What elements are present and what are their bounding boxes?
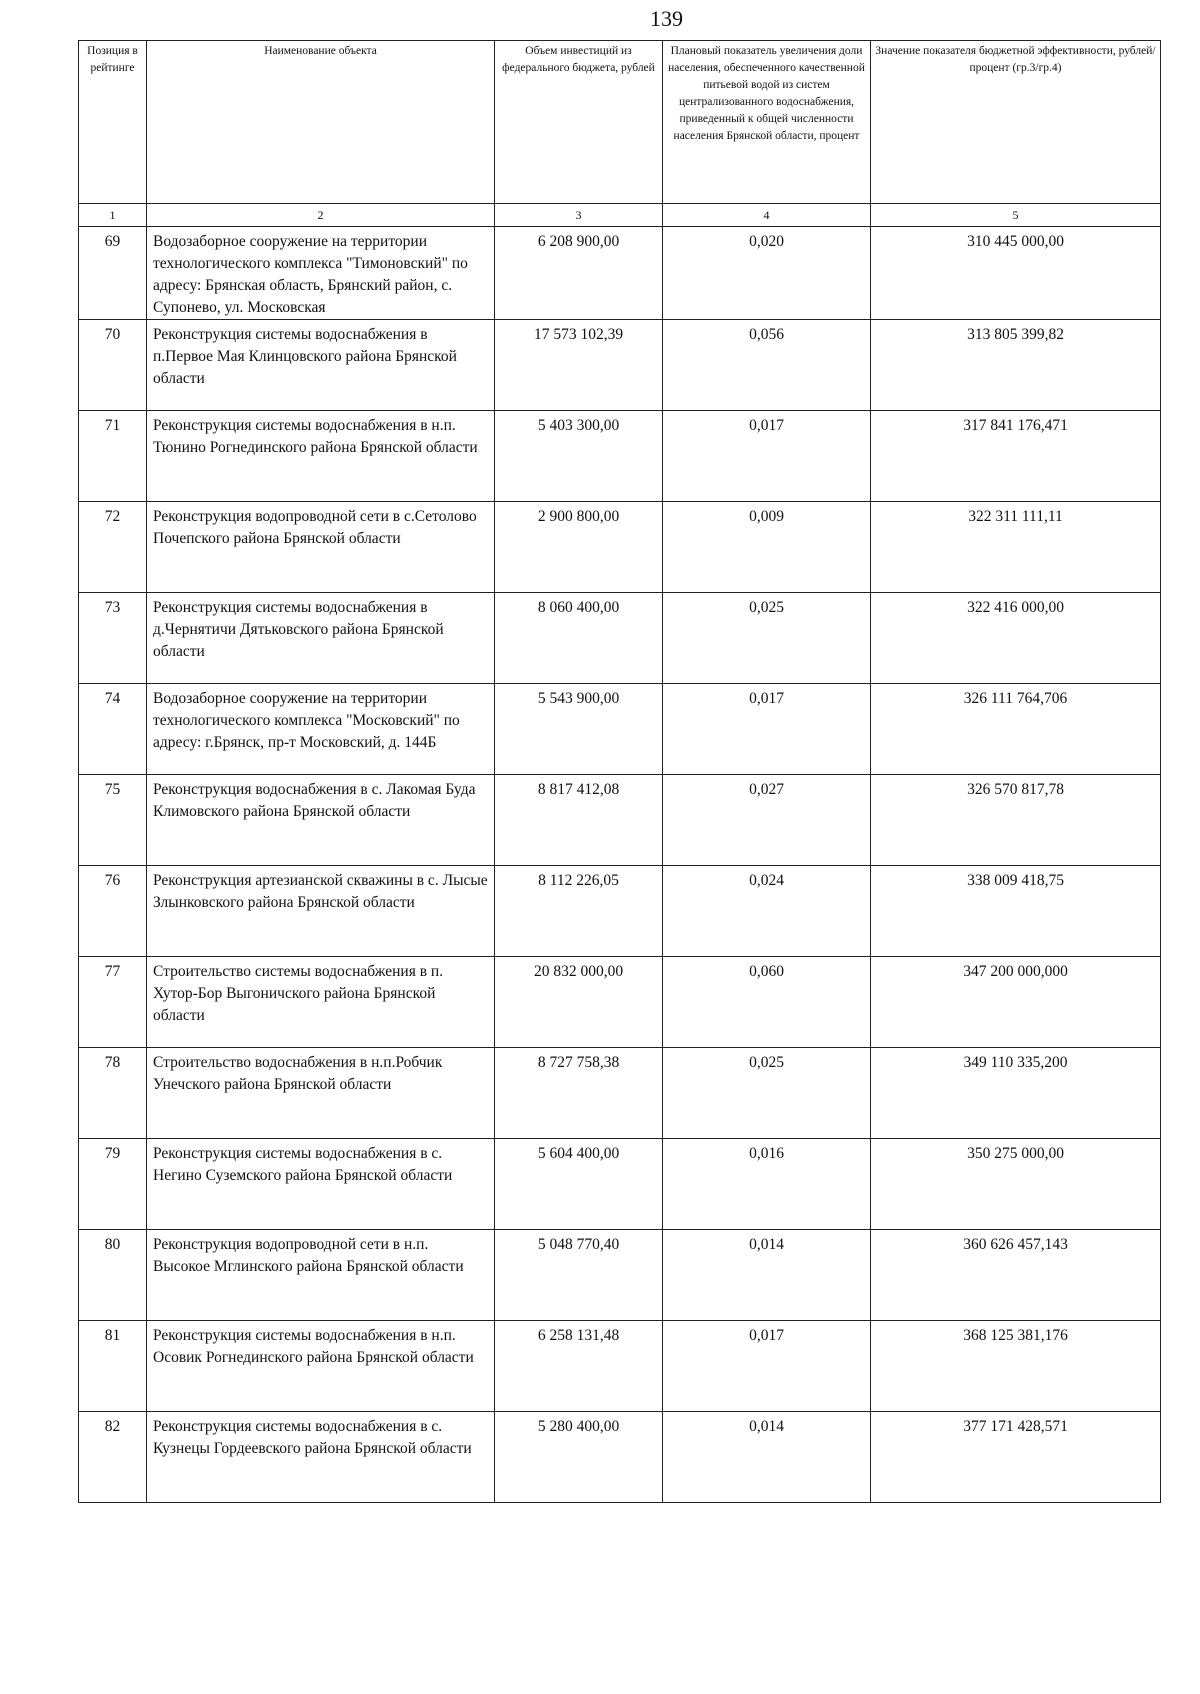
row-object-name: Реконструкция системы водоснабжения в п.Первое Мая Клинцовского района Брянской области [147,320,495,411]
row-efficiency: 326 570 817,78 [871,775,1161,866]
row-position: 70 [79,320,147,411]
row-position: 80 [79,1230,147,1321]
investment-table [78,40,1161,1503]
row-object-name: Водозаборное сооружение на территории технологического комплекса "Тимоновский" по адресу: Брянская область, Брянский район, с. Супонево, ул. Московская [147,227,495,320]
row-efficiency: 326 111 764,706 [871,684,1161,775]
row-investment: 2 900 800,00 [495,502,663,593]
row-efficiency: 310 445 000,00 [871,227,1161,320]
row-position: 71 [79,411,147,502]
row-position: 78 [79,1048,147,1139]
row-position: 82 [79,1412,147,1503]
row-object-name: Реконструкция системы водоснабжения в с. Негино Суземского района Брянской области [147,1139,495,1230]
row-object-name: Реконструкция водопроводной сети в с.Сетолово Почепского района Брянской области [147,502,495,593]
header-object-name: Наименование объекта [147,41,495,204]
row-position: 79 [79,1139,147,1230]
row-investment: 8 817 412,08 [495,775,663,866]
page-number: 139 [650,6,683,31]
row-share: 0,009 [663,502,871,593]
row-efficiency: 347 200 000,000 [871,957,1161,1048]
row-share: 0,024 [663,866,871,957]
row-object-name: Строительство водоснабжения в н.п.Робчик Унечского района Брянской области [147,1048,495,1139]
row-investment: 8 112 226,05 [495,866,663,957]
row-investment: 5 048 770,40 [495,1230,663,1321]
row-share: 0,056 [663,320,871,411]
row-position: 69 [79,227,147,320]
row-share: 0,014 [663,1230,871,1321]
table-row [79,320,1161,411]
row-object-name: Реконструкция водопроводной сети в н.п. Высокое Мглинского района Брянской области [147,1230,495,1321]
table-row [79,775,1161,866]
row-efficiency: 338 009 418,75 [871,866,1161,957]
table-row [79,1230,1161,1321]
row-investment: 17 573 102,39 [495,320,663,411]
row-investment: 8 060 400,00 [495,593,663,684]
row-share: 0,025 [663,1048,871,1139]
row-object-name: Реконструкция системы водоснабжения в с. Кузнецы Гордеевского района Брянской области [147,1412,495,1503]
row-object-name: Строительство системы водоснабжения в п. Хутор-Бор Выгоничского района Брянской области [147,957,495,1048]
row-efficiency: 313 805 399,82 [871,320,1161,411]
row-position: 81 [79,1321,147,1412]
row-share: 0,020 [663,227,871,320]
row-object-name: Реконструкция системы водоснабжения в н.п. Осовик Рогнединского района Брянской области [147,1321,495,1412]
table-row [79,957,1161,1048]
row-efficiency: 360 626 457,143 [871,1230,1161,1321]
row-position: 76 [79,866,147,957]
row-position: 72 [79,502,147,593]
table-row [79,593,1161,684]
row-share: 0,060 [663,957,871,1048]
table-row [79,1321,1161,1412]
row-share: 0,027 [663,775,871,866]
table-row [79,227,1161,320]
table-row [79,502,1161,593]
row-investment: 6 208 900,00 [495,227,663,320]
column-number: 5 [871,204,1161,227]
row-investment: 6 258 131,48 [495,1321,663,1412]
row-efficiency: 377 171 428,571 [871,1412,1161,1503]
row-object-name: Водозаборное сооружение на территории технологического комплекса "Московский" по адресу: г.Брянск, пр-т Московский, д. 144Б [147,684,495,775]
row-efficiency: 368 125 381,176 [871,1321,1161,1412]
row-investment: 5 280 400,00 [495,1412,663,1503]
row-investment: 5 604 400,00 [495,1139,663,1230]
row-share: 0,014 [663,1412,871,1503]
row-efficiency: 322 416 000,00 [871,593,1161,684]
header-position: Позиция в рейтинге [79,41,147,204]
row-position: 75 [79,775,147,866]
row-object-name: Реконструкция водоснабжения в с. Лакомая Буда Климовского района Брянской области [147,775,495,866]
row-position: 73 [79,593,147,684]
table-row [79,1412,1161,1503]
row-object-name: Реконструкция артезианской скважины в с. Лысые Злынковского района Брянской области [147,866,495,957]
column-number: 3 [495,204,663,227]
table-row [79,1048,1161,1139]
table-row [79,684,1161,775]
header-investment: Объем инвестиций из федерального бюджета, рублей [495,41,663,204]
row-object-name: Реконструкция системы водоснабжения в н.п. Тюнино Рогнединского района Брянской области [147,411,495,502]
table-row [79,411,1161,502]
column-number: 1 [79,204,147,227]
row-position: 77 [79,957,147,1048]
row-share: 0,025 [663,593,871,684]
row-efficiency: 350 275 000,00 [871,1139,1161,1230]
row-object-name: Реконструкция системы водоснабжения в д.Чернятичи Дятьковского района Брянской области [147,593,495,684]
row-efficiency: 322 311 111,11 [871,502,1161,593]
row-share: 0,017 [663,411,871,502]
header-efficiency: Значение показателя бюджетной эффективности, рублей/процент (гр.3/гр.4) [871,41,1161,204]
row-investment: 5 403 300,00 [495,411,663,502]
column-number: 2 [147,204,495,227]
column-number-row [79,204,1161,227]
row-share: 0,017 [663,684,871,775]
header-share: Плановый показатель увеличения доли населения, обеспеченного качественной питьевой водой из систем централизованного водоснабжения, приведенный к общей численности населения Брянской области, процент [663,41,871,204]
row-investment: 8 727 758,38 [495,1048,663,1139]
table-row [79,866,1161,957]
row-efficiency: 317 841 176,471 [871,411,1161,502]
row-position: 74 [79,684,147,775]
row-efficiency: 349 110 335,200 [871,1048,1161,1139]
row-share: 0,017 [663,1321,871,1412]
header-row [79,41,1161,204]
column-number: 4 [663,204,871,227]
row-investment: 20 832 000,00 [495,957,663,1048]
table-row [79,1139,1161,1230]
row-share: 0,016 [663,1139,871,1230]
row-investment: 5 543 900,00 [495,684,663,775]
